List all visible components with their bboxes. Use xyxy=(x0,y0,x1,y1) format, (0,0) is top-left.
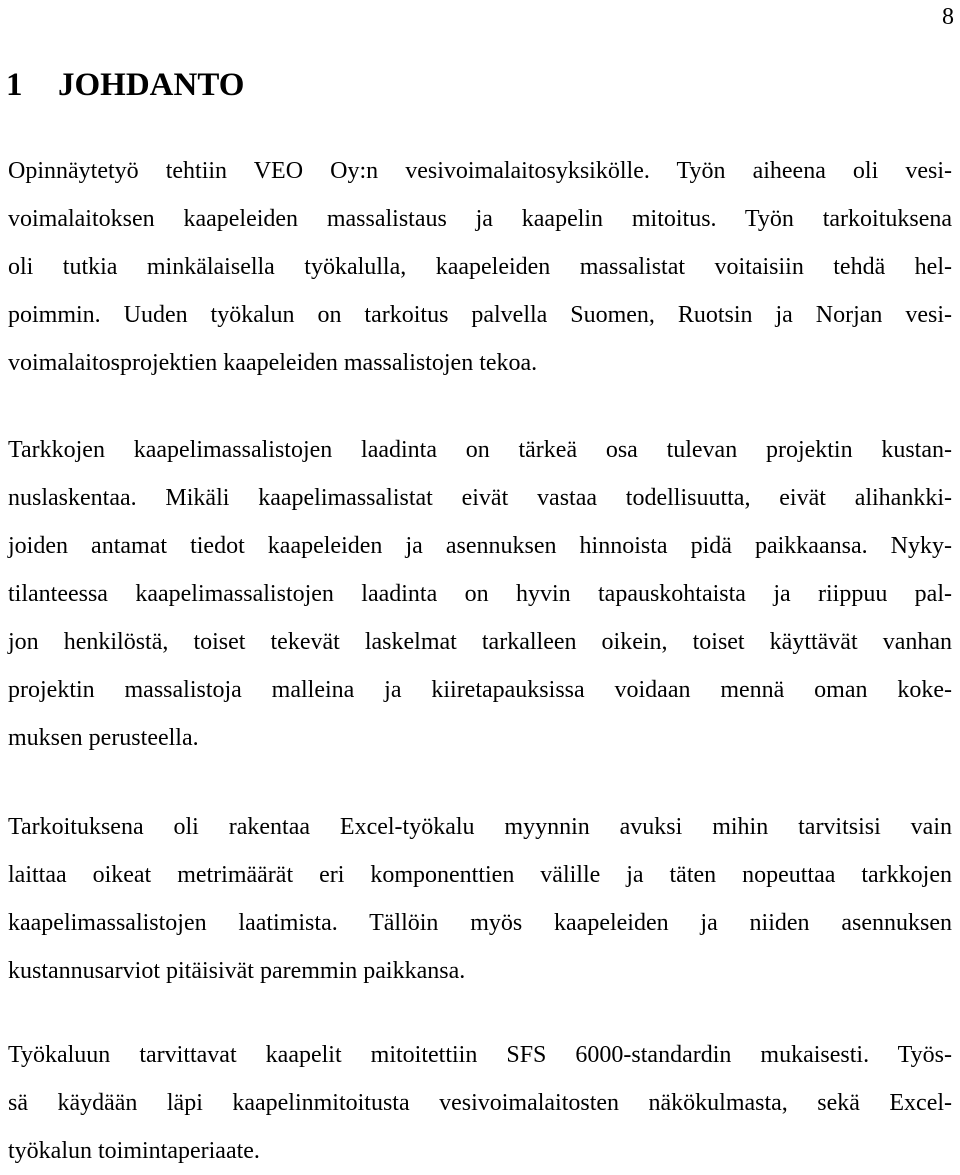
paragraph-line: poimmin. Uuden työkalun on tarkoitus palvella Suomen, Ruotsin ja Norjan vesi- xyxy=(8,302,952,328)
paragraph-scope xyxy=(8,1031,952,1175)
paragraph-background xyxy=(8,426,952,762)
chapter-number: 1 xyxy=(6,67,23,103)
chapter-title: JOHDANTO xyxy=(58,67,245,103)
paragraph-line: voimalaitoksen kaapeleiden massalistaus ja kaapelin mitoitus. Työn tarkoituksena xyxy=(8,206,952,232)
page-number: 8 xyxy=(942,4,954,30)
chapter-heading xyxy=(6,64,244,106)
paragraph-line: nuslaskentaa. Mikäli kaapelimassalistat eivät vastaa todellisuutta, eivät alihankki- xyxy=(8,485,952,511)
paragraph-line: joiden antamat tiedot kaapeleiden ja asennuksen hinnoista pidä paikkaansa. Nyky- xyxy=(8,533,952,559)
paragraph-line: Opinnäytetyö tehtiin VEO Oy:n vesivoimalaitosyksikölle. Työn aiheena oli vesi- xyxy=(8,158,952,184)
paragraph-line: kaapelimassalistojen laatimista. Tällöin myös kaapeleiden ja niiden asennuksen xyxy=(8,910,952,936)
paragraph-line: kustannusarviot pitäisivät paremmin paikkansa. xyxy=(8,958,466,984)
paragraph-line: jon henkilöstä, toiset tekevät laskelmat tarkalleen oikein, toiset käyttävät vanhan xyxy=(8,629,952,655)
paragraph-intro xyxy=(8,147,952,387)
paragraph-goal xyxy=(8,803,952,995)
paragraph-line: voimalaitosprojektien kaapeleiden massalistojen tekoa. xyxy=(8,350,538,376)
paragraph-line: työkalun toimintaperiaate. xyxy=(8,1138,260,1164)
paragraph-line: tilanteessa kaapelimassalistojen laadinta on hyvin tapauskohtaista ja riippuu pal- xyxy=(8,581,952,607)
paragraph-line: projektin massalistoja malleina ja kiiretapauksissa voidaan mennä oman koke- xyxy=(8,677,952,703)
paragraph-line: Tarkkojen kaapelimassalistojen laadinta on tärkeä osa tulevan projektin kustan- xyxy=(8,437,952,463)
paragraph-line: muksen perusteella. xyxy=(8,725,199,751)
paragraph-line: sä käydään läpi kaapelinmitoitusta vesivoimalaitosten näkökulmasta, sekä Excel- xyxy=(8,1090,952,1116)
paragraph-line: oli tutkia minkälaisella työkalulla, kaapeleiden massalistat voitaisiin tehdä hel- xyxy=(8,254,952,280)
paragraph-line: laittaa oikeat metrimäärät eri komponenttien välille ja täten nopeuttaa tarkkojen xyxy=(8,862,952,888)
paragraph-line: Tarkoituksena oli rakentaa Excel-työkalu myynnin avuksi mihin tarvitsisi vain xyxy=(8,814,952,840)
paragraph-line: Työkaluun tarvittavat kaapelit mitoitettiin SFS 6000-standardin mukaisesti. Työs- xyxy=(8,1042,952,1068)
